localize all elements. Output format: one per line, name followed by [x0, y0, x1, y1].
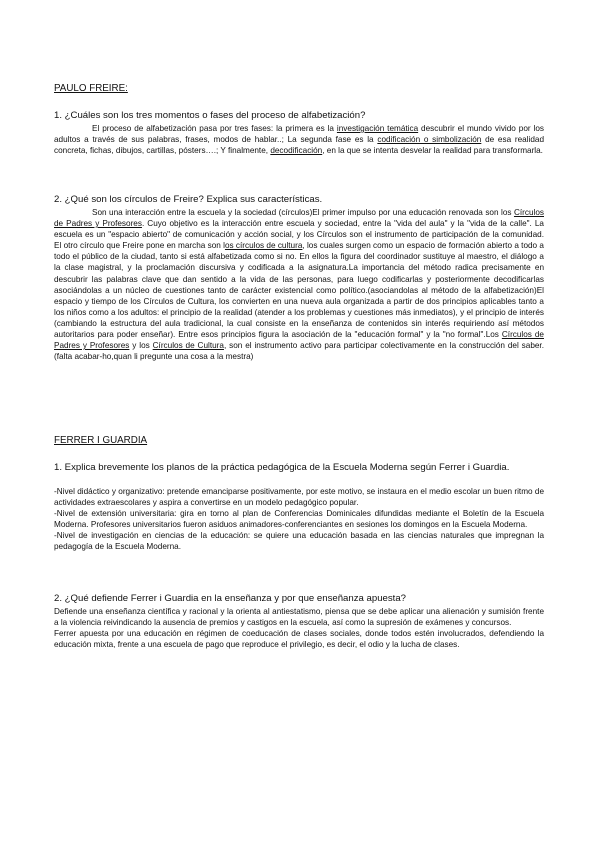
answer-line: -Nivel de extensión universitaria: gira en torno al plan de Conferencias Dominicales difundidas mediante el Boletín de la Escuela Moderna. Profesores universitarios fueron asiduos animadores-conferenciantes en sesiones los domingos en la Escuela Moderna. [54, 509, 544, 530]
section-title-ferrer: FERRER I GUARDIA [54, 435, 148, 446]
answer-freire-2: Son una interacción entre la escuela y la sociedad (círculos)El primer impulso por una educación renovada son los Círculos de Padres y Profesores. Cuyo objetivo es la interacción entre escuela y sociedad, entre la "vida del aula" y la "vida de la calle". La escuela es un "espacio abierto" de comunicación y acción social, y los Círculos son el instrumento de participación de la comunidad. El otro círculo que Freire pone en marcha son los círculos de cultura, los cuales surgen como un espacio de formación abierto a todo a todo el público de la ciudad, tanto si está alfabetizada como si no. En ellos la figura del coordinador sustituye al maestro, el diálogo a la clase magistral, y la proclamación discursiva y codificada a la asignatura.La importancia del método radica precisamente en descubrir las palabras clave que dan sentido a la vida de las personas, para luego codificarlas y posteriormente decodificarlas asociándolas a un núcleo de cuestiones tanto de carácter existencial como político.(asociandolas al método de la alfabetización)El espacio y tiempo de los Círculos de Cultura, los convierten en una nueva aula organizada a partir de dos principios aplicables tanto a los niños como a los adultos: el principio de la realidad (atender a los problemas y cuestiones más inmediatos), y el principio de interés (cambiando la estructura del aula tradicional, la cual consiste en la enseñanza de contenidos sin interés requiriendo así métodos autoritarios para poder enseñar). Entre esos principios figura la asociación de la "educación formal" y la "no formal".Los Círculos de Padres y Profesores y los Círculos de Cultura, son el instrumento activo para participar colectivamente en la construcción del saber. (falta acabar-ho,quan li pregunte una cosa a la mestra) [54, 208, 544, 362]
question-ferrer-2: 2. ¿Qué defiende Ferrer i Guardia en la enseñanza y por que enseñanza apuesta? [54, 593, 407, 604]
term-circulos-cultura-2: Círculos de Cultura [152, 341, 224, 351]
term-circulos-padres-1: Círculos de Padres y Profesores [54, 208, 544, 229]
answer-ferrer-1 [54, 486, 544, 553]
term-decodificacion: decodificación [270, 146, 323, 156]
answer-line: -Nivel de investigación en ciencias de la educación: se quiere una educación basada en las ciencias naturales que impregnan la pedagogía de la Escuela Moderna. [54, 531, 544, 552]
question-freire-1: 1. ¿Cuáles son los tres momentos o fases del proceso de alfabetización? [54, 110, 366, 121]
section-title-freire: PAULO FREIRE: [54, 83, 128, 94]
answer-line: -Nivel didáctico y organizativo: pretende emanciparse positivamente, por este motivo, se instaura en el medio escolar un buen ritmo de actividades extraescolares y aspira a convertirse en un modelo pedagógico popular. [54, 487, 544, 508]
question-ferrer-1: 1. Explica brevemente los planos de la práctica pedagógica de la Escuela Moderna según Ferrer i Guardia. [54, 462, 510, 473]
term-investigacion-tematica: investigación temática [336, 124, 419, 133]
question-freire-2: 2. ¿Qué son los círculos de Freire? Explica sus características. [54, 194, 323, 205]
answer-line: Ferrer apuesta por una educación en régimen de coeducación de clases sociales, donde todos estén involucrados, defendiendo la educación mixta, frente a una escuela de pago que reproduce el privilegio, es decir, el odio y la lucha de clases. [54, 629, 544, 650]
answer-freire-1: El proceso de alfabetización pasa por tres fases: la primera es la investigación temática descubrir el mundo vivido por los adultos a través de sus palabras, frases, modos de hablar..; La segunda fase es la codificación o simbolización de esa realidad concreta, fichas, dibujos, cartillas, pósters….; Y finalmente, decodificación, en la que se intenta desvelar la realidad para transformarla. [54, 124, 545, 156]
term-circulos-cultura-1: os círculos de cultura [224, 241, 303, 251]
answer-ferrer-2 [54, 606, 544, 650]
answer-line: Defiende una enseñanza científica y racional y la orienta al antiestatismo, piensa que se debe aplicar una alienación y sumisión frente a la violencia reivindicando la ausencia de premios y castigos en la escuela, así como la supresión de exámenes y concursos. [54, 607, 544, 628]
term-circulos-padres-2: Círculos de Padres y Profesores [54, 330, 544, 351]
term-codificacion: codificación o simbolización [377, 135, 482, 145]
